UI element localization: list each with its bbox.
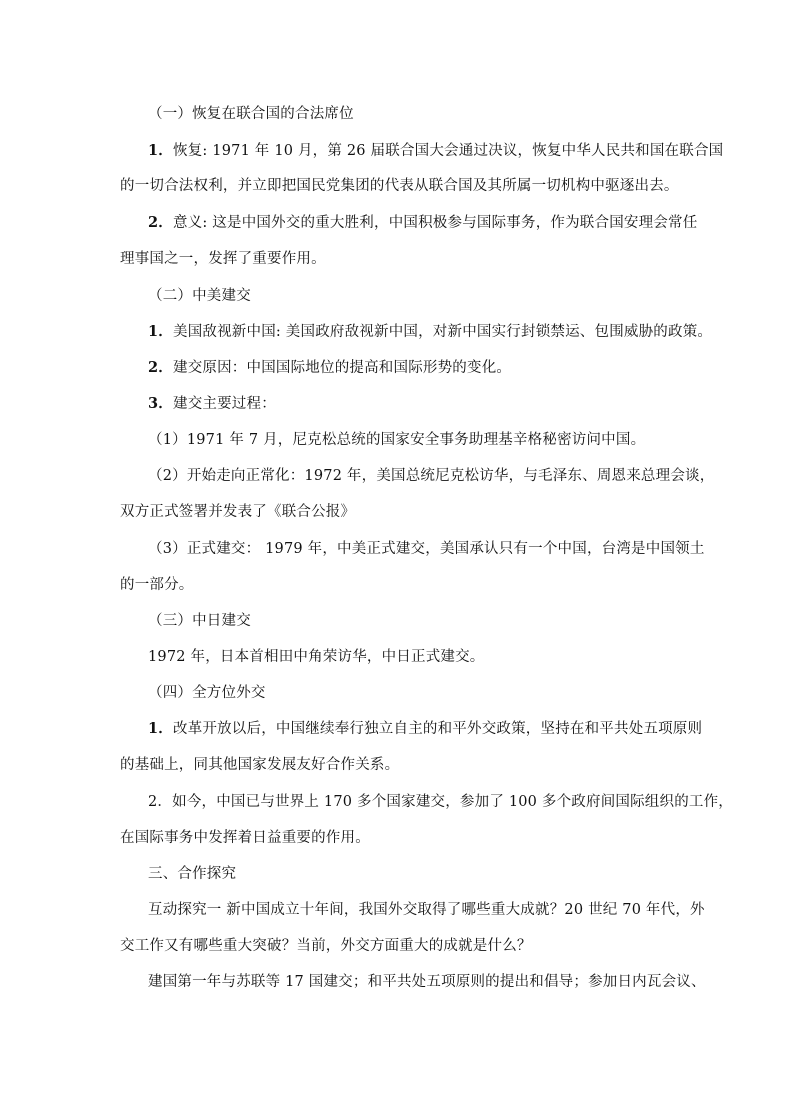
item-number: 1．: [148, 142, 173, 159]
section-5-question: 互动探究一 新中国成立十年间，我国外交取得了哪些重大成就？20 世纪 70 年代，外: [148, 902, 705, 918]
section-3-heading: （三）中日建交: [148, 613, 251, 629]
section-4-item-2: 2．如今，中国已与世界上 170 多个国家建交，参加了 100 多个政府间国际组织的工作，: [148, 794, 734, 810]
section-2-item-2: [0, 358, 790, 378]
section-2-item-3: [0, 394, 790, 414]
item-number: 2．: [148, 214, 173, 231]
section-2-item-1: [0, 322, 790, 342]
item-text: 美国敌视新中国: 美国政府敌视新中国，对新中国实行封锁禁运、包围威胁的政策。: [173, 324, 713, 340]
item-number: 3．: [148, 395, 173, 412]
section-5-answer: 建国第一年与苏联等 17 国建交；和平共处五项原则的提出和倡导；参加日内瓦会议、: [148, 974, 706, 990]
section-3-text: 1972 年，日本首相田中角荣访华，中日正式建交。: [148, 649, 485, 665]
section-2-sub-3: （3）正式建交： 1979 年，中美正式建交，美国承认只有一个中国，台湾是中国领土: [148, 541, 705, 557]
item-number: 1．: [148, 323, 173, 340]
item-text: 意义: 这是中国外交的重大胜利，中国积极参与国际事务，作为联合国安理会常任: [173, 215, 698, 231]
item-text: 建交原因：中国国际地位的提高和国际形势的变化。: [173, 360, 512, 376]
section-1-item-1: [0, 141, 790, 161]
item-number: 2．: [148, 359, 173, 376]
section-1-item-1-cont: 的一切合法权利，并立即把国民党集团的代表从联合国及其所属一切机构中驱逐出去。: [120, 178, 679, 194]
section-4-item-1: [0, 719, 790, 739]
section-1-item-2: [0, 213, 790, 233]
item-number: 1．: [148, 720, 173, 737]
section-4-item-2-cont: 在国际事务中发挥着日益重要的作用。: [120, 830, 370, 846]
section-5-heading: 三、合作探究: [148, 866, 237, 882]
item-text: 恢复: 1971 年 10 月，第 26 届联合国大会通过决议，恢复中华人民共和国在联合国: [173, 143, 724, 159]
section-5-question-cont: 交工作又有哪些重大突破？当前，外交方面重大的成就是什么？: [120, 938, 532, 954]
section-2-heading: （二）中美建交: [148, 288, 251, 304]
section-4-item-1-cont: 的基础上，同其他国家发展友好合作关系。: [120, 757, 400, 773]
section-2-sub-3-cont: 的一部分。: [120, 577, 194, 593]
section-4-heading: （四）全方位外交: [148, 685, 266, 701]
section-1-item-2-cont: 理事国之一，发挥了重要作用。: [120, 251, 326, 267]
section-2-sub-1: （1）1971 年 7 月，尼克松总统的国家安全事务助理基辛格秘密访问中国。: [148, 432, 646, 448]
item-text: 建交主要过程：: [173, 396, 276, 412]
section-1-heading: （一）恢复在联合国的合法席位: [148, 106, 354, 122]
section-2-sub-2-cont: 双方正式签署并发表了《联合公报》: [120, 504, 356, 520]
section-2-sub-2: （2）开始走向正常化：1972 年，美国总统尼克松访华，与毛泽东、周恩来总理会谈，: [148, 468, 715, 484]
item-text: 改革开放以后，中国继续奉行独立自主的和平外交政策，坚持在和平共处五项原则: [173, 721, 703, 737]
